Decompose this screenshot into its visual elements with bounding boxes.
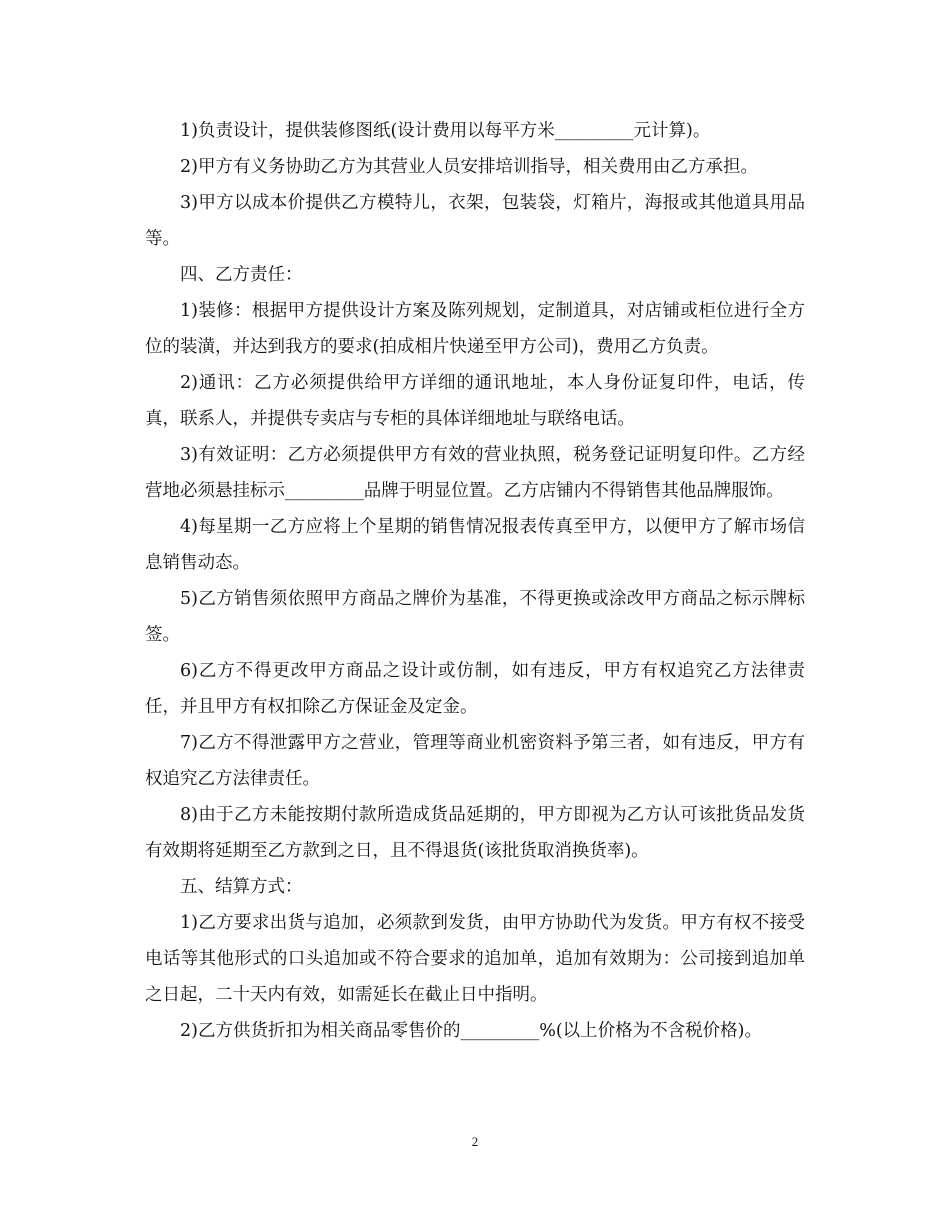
paragraph-shipping-orders: 1)乙方要求出货与追加，必须款到发货，由甲方协助代为发货。甲方有权不接受电话等其他形式的口头追加或不符合要求的追加单，追加有效期为：公司接到追加单之日起，二十天内有效，如需延长在截止日中指明。: [145, 913, 805, 1005]
paragraph-training: 2)甲方有义务协助乙方为其营业人员安排培训指导，相关费用由乙方承担。: [180, 157, 758, 177]
paragraph-decoration: 1)装修：根据甲方提供设计方案及陈列规划，定制道具，对店铺或柜位进行全方位的装潢，并达到我方的要求(拍成相片快递至甲方公司)，费用乙方负责。: [145, 301, 805, 357]
paragraph-weekly-report: 4)每星期一乙方应将上个星期的销售情况报表传真至甲方，以便甲方了解市场信息销售动态。: [145, 517, 805, 573]
paragraph-design-fee: 1)负责设计，提供装修图纸(设计费用以每平方米_________元计算)。: [180, 121, 711, 141]
paragraph-communication: 2)通讯：乙方必须提供给甲方详细的通讯地址，本人身份证复印件，电话，传真，联系人，并提供专卖店与专柜的具体详细地址与联络电话。: [145, 373, 805, 429]
paragraph-confidentiality: 7)乙方不得泄露甲方之营业，管理等商业机密资料予第三者，如有违反，甲方有权追究乙方法律责任。: [145, 733, 805, 789]
document-body: [145, 113, 805, 1049]
page-number: 2: [471, 1134, 479, 1149]
paragraph-late-payment: 8)由于乙方未能按期付款所造成货品延期的，甲方即视为乙方认可该批货品发货有效期将延期至乙方款到之日，且不得退货(该批货取消换货率)。: [145, 805, 805, 861]
section-heading-party-b-duties: 四、乙方责任：: [180, 265, 303, 285]
section-heading-settlement: 五、结算方式：: [180, 877, 303, 897]
paragraph-valid-certificates: 3)有效证明：乙方必须提供甲方有效的营业执照，税务登记证明复印件。乙方经营地必须悬挂标示_________品牌于明显位置。乙方店铺内不得销售其他品牌服饰。: [145, 445, 805, 501]
paragraph-discount: 2)乙方供货折扣为相关商品零售价的_________%(以上价格为不含税价格)。: [180, 1021, 762, 1041]
paragraph-pricing: 5)乙方销售须依照甲方商品之牌价为基准，不得更换或涂改甲方商品之标示牌标签。: [145, 589, 805, 645]
paragraph-props-supply: 3)甲方以成本价提供乙方模特儿，衣架，包装袋，灯箱片，海报或其他道具用品等。: [145, 193, 805, 249]
paragraph-no-imitation: 6)乙方不得更改甲方商品之设计或仿制，如有违反，甲方有权追究乙方法律责任，并且甲方有权扣除乙方保证金及定金。: [145, 661, 805, 717]
